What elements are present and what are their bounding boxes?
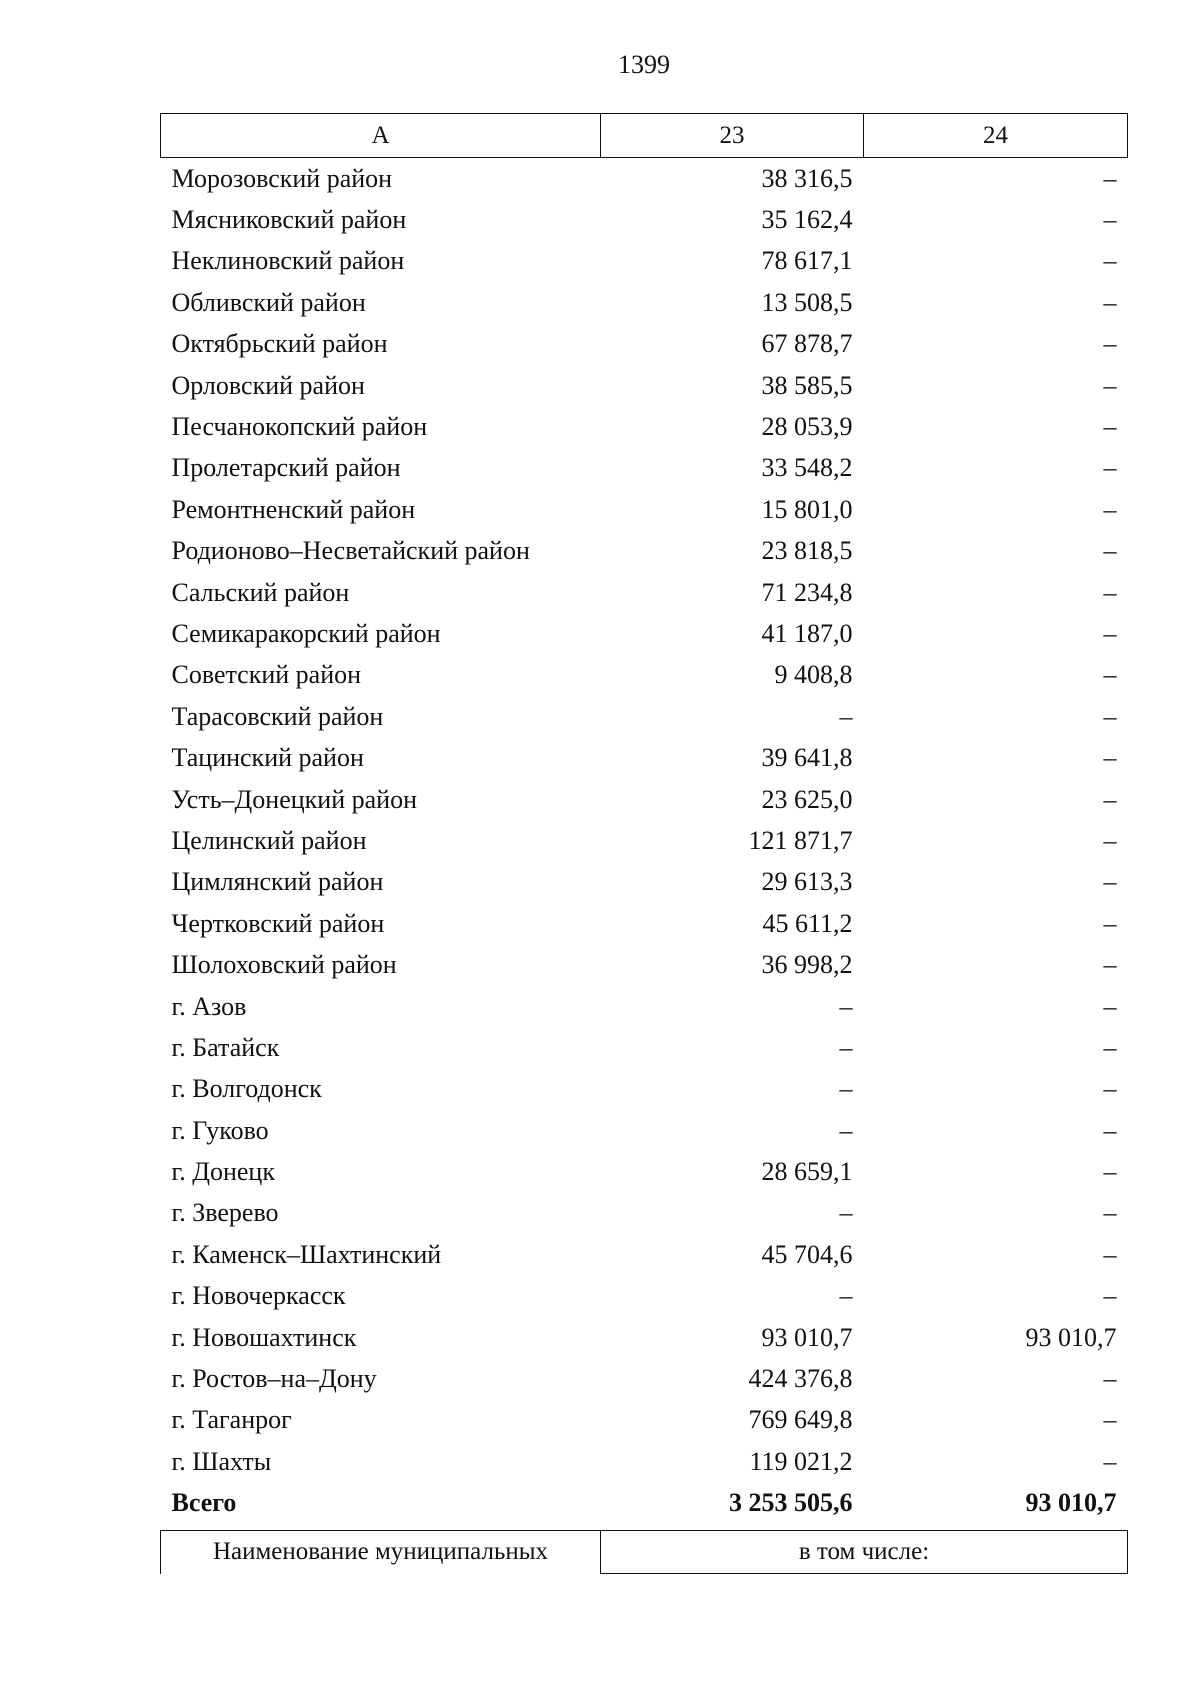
value-col-23: –: [839, 1281, 853, 1311]
table-row: [161, 1317, 1128, 1358]
value-col-23: 23 818,5: [761, 536, 853, 566]
value-col-23: 93 010,7: [761, 1322, 853, 1352]
table-row: [161, 903, 1128, 944]
header-including: в том числе:: [601, 1531, 1128, 1574]
value-col-23: 424 376,8: [748, 1364, 853, 1394]
value-col-24: –: [1103, 246, 1117, 276]
value-col-23: 769 649,8: [748, 1405, 853, 1435]
municipality-name: г. Новошахтинск: [171, 1322, 357, 1352]
value-col-24: –: [1103, 1281, 1117, 1311]
value-col-24: –: [1103, 329, 1117, 359]
value-col-24: –: [1103, 412, 1117, 442]
municipality-name: Тарасовский район: [171, 701, 384, 731]
table-row: [161, 613, 1128, 654]
table-row: [161, 1151, 1128, 1192]
value-col-24: –: [1103, 1074, 1117, 1104]
municipality-name: Пролетарский район: [171, 453, 401, 483]
value-col-24: –: [1103, 701, 1117, 731]
value-col-23: 15 801,0: [761, 494, 853, 524]
municipality-name: Цимлянский район: [171, 867, 384, 897]
municipality-name: Ремонтненский район: [171, 494, 416, 524]
value-col-24: –: [1103, 1198, 1117, 1228]
table-row: [161, 655, 1128, 696]
municipality-name: г. Зверево: [171, 1198, 279, 1228]
value-col-24: –: [1103, 1239, 1117, 1269]
value-col-24: –: [1103, 660, 1117, 690]
value-col-23: 45 611,2: [762, 908, 853, 938]
table-row: [161, 944, 1128, 985]
table-row: [161, 737, 1128, 778]
value-col-23: 39 641,8: [761, 743, 853, 773]
municipality-name: Семикаракорский район: [171, 618, 441, 648]
value-col-23: 119 021,2: [749, 1446, 853, 1476]
value-col-24: –: [1103, 908, 1117, 938]
table-row: [161, 158, 1128, 200]
table-row: [161, 1358, 1128, 1399]
table-header-row: [161, 114, 1128, 158]
municipality-name: Орловский район: [171, 370, 365, 400]
table-row: [161, 1027, 1128, 1068]
value-col-23: –: [839, 1032, 853, 1062]
value-col-24: –: [1103, 1157, 1117, 1187]
table-row: [161, 1193, 1128, 1234]
total-row: [161, 1483, 1128, 1524]
value-col-23: 67 878,7: [761, 329, 853, 359]
value-col-23: –: [839, 1115, 853, 1145]
value-col-23: 23 625,0: [761, 784, 853, 814]
table-row: [161, 820, 1128, 861]
value-col-24: –: [1103, 1115, 1117, 1145]
municipality-name: Родионово–Несветайский район: [171, 536, 530, 566]
value-col-23: 38 316,5: [761, 163, 853, 193]
table-row: [161, 862, 1128, 903]
value-col-24: –: [1103, 494, 1117, 524]
continuation-header-row: [161, 1531, 1128, 1574]
value-col-24: –: [1103, 618, 1117, 648]
municipality-name: Песчанокопский район: [171, 412, 428, 442]
value-col-24: –: [1103, 1446, 1117, 1476]
value-col-23: 36 998,2: [761, 950, 853, 980]
municipality-name: г. Азов: [171, 991, 247, 1021]
total-label: Всего: [171, 1488, 237, 1518]
table-row: [161, 1400, 1128, 1441]
municipality-name: Мясниковский район: [171, 205, 407, 235]
value-col-23: –: [839, 1198, 853, 1228]
municipality-name: Морозовский район: [171, 163, 393, 193]
municipality-name: г. Новочеркасск: [171, 1281, 346, 1311]
value-col-23: –: [839, 701, 853, 731]
table-row: [161, 1110, 1128, 1151]
municipality-name: г. Ростов–на–Дону: [171, 1364, 377, 1394]
table-row: [161, 406, 1128, 447]
value-col-23: –: [839, 991, 853, 1021]
municipality-name: Чертковский район: [171, 908, 385, 938]
value-col-23: 78 617,1: [761, 246, 853, 276]
table-row: [161, 1441, 1128, 1482]
value-col-23: 41 187,0: [761, 618, 853, 648]
value-col-24: –: [1103, 577, 1117, 607]
municipality-name: г. Шахты: [171, 1446, 272, 1476]
municipality-name: Шолоховский район: [171, 950, 397, 980]
value-col-23: 28 659,1: [761, 1157, 853, 1187]
municipality-name: г. Волгодонск: [171, 1074, 322, 1104]
table-row: [161, 531, 1128, 572]
value-col-23: 28 053,9: [761, 412, 853, 442]
table-row: [161, 1276, 1128, 1317]
page-number: 1399: [618, 50, 670, 79]
municipality-name: Обливский район: [171, 287, 366, 317]
value-col-24: 93 010,7: [1025, 1322, 1117, 1352]
value-col-23: 9 408,8: [774, 660, 853, 690]
header-col-24: 24: [864, 114, 1128, 158]
table-row: [161, 365, 1128, 406]
municipality-name: Неклиновский район: [171, 246, 405, 276]
municipality-name: Усть–Донецкий район: [171, 784, 417, 814]
table-row: [161, 779, 1128, 820]
value-col-24: –: [1103, 950, 1117, 980]
value-col-24: –: [1103, 163, 1117, 193]
value-col-24: –: [1103, 743, 1117, 773]
table-row: [161, 241, 1128, 282]
value-col-24: –: [1103, 867, 1117, 897]
municipality-name: Сальский район: [171, 577, 350, 607]
municipality-name: г. Таганрог: [171, 1405, 292, 1435]
value-col-23: 29 613,3: [761, 867, 853, 897]
value-col-23: 13 508,5: [761, 287, 853, 317]
table-row: [161, 696, 1128, 737]
value-col-24: –: [1103, 1364, 1117, 1394]
value-col-24: –: [1103, 453, 1117, 483]
total-col-23: 3 253 505,6: [729, 1488, 853, 1518]
value-col-24: –: [1103, 784, 1117, 814]
value-col-24: –: [1103, 1405, 1117, 1435]
municipality-name: Октябрьский район: [171, 329, 388, 359]
table-row: [161, 1069, 1128, 1110]
header-col-23: 23: [601, 114, 864, 158]
value-col-24: –: [1103, 370, 1117, 400]
value-col-23: –: [839, 1074, 853, 1104]
header-municipal-names: Наименование муниципальных: [161, 1531, 601, 1574]
value-col-23: 71 234,8: [761, 577, 853, 607]
value-col-23: 35 162,4: [761, 205, 853, 235]
table-row: [161, 1234, 1128, 1275]
table-row: [161, 572, 1128, 613]
total-col-24: 93 010,7: [1025, 1488, 1117, 1518]
value-col-24: –: [1103, 991, 1117, 1021]
value-col-24: –: [1103, 825, 1117, 855]
value-col-24: –: [1103, 536, 1117, 566]
municipality-name: Целинский район: [171, 825, 367, 855]
continuation-header-table: [160, 1530, 1128, 1574]
municipality-name: г. Гуково: [171, 1115, 269, 1145]
municipality-name: г. Донецк: [171, 1157, 275, 1187]
value-col-23: 38 585,5: [761, 370, 853, 400]
value-col-24: –: [1103, 1032, 1117, 1062]
value-col-23: 33 548,2: [761, 453, 853, 483]
table-row: [161, 324, 1128, 365]
data-table: [160, 113, 1128, 1524]
table-row: [161, 199, 1128, 240]
municipality-name: г. Каменск–Шахтинский: [171, 1239, 442, 1269]
municipality-name: Советский район: [171, 660, 362, 690]
table-row: [161, 489, 1128, 530]
municipality-name: г. Батайск: [171, 1032, 280, 1062]
value-col-24: –: [1103, 287, 1117, 317]
table-row: [161, 986, 1128, 1027]
table-body: [161, 158, 1128, 1524]
table-row: [161, 448, 1128, 489]
header-col-a: А: [161, 114, 601, 158]
value-col-23: 45 704,6: [761, 1239, 853, 1269]
value-col-24: –: [1103, 205, 1117, 235]
table-row: [161, 282, 1128, 323]
municipality-name: Тацинский район: [171, 743, 364, 773]
value-col-23: 121 871,7: [748, 825, 853, 855]
